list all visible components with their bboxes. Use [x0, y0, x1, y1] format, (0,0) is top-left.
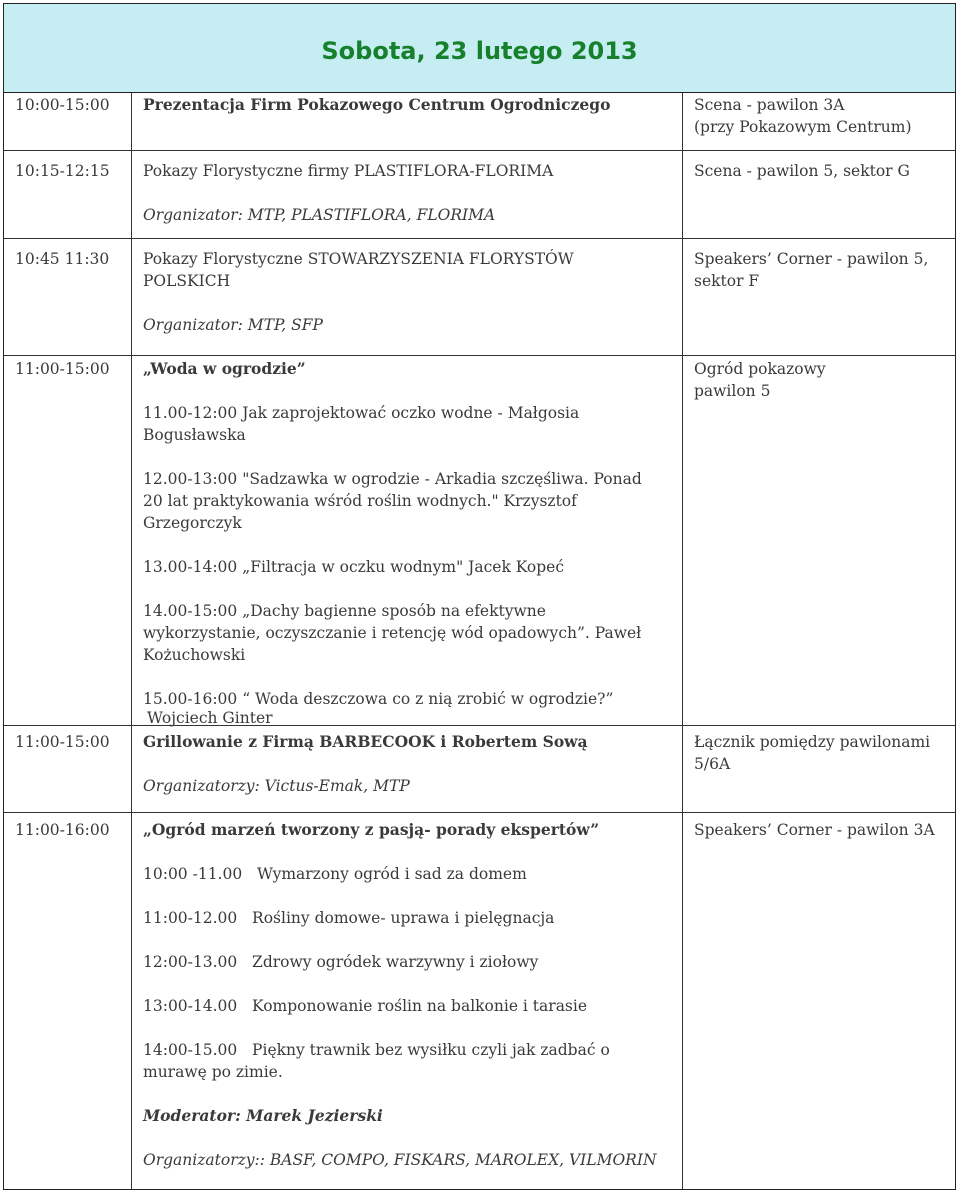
event-title: Grillowanie z Firmą BARBECOOK i Robertem Sową — [143, 732, 588, 751]
event-location-cont: pawilon 5 — [694, 382, 771, 400]
event-time: 11:00-15:00 — [15, 733, 110, 751]
session-item: 11.00-12:00 Jak zaprojektować oczko wodne - Małgosia Bogusławska — [143, 404, 580, 444]
row-divider — [4, 238, 955, 239]
event-title: Prezentacja Firm Pokazowego Centrum Ogrodniczego — [143, 95, 611, 114]
event-organizer: Organizatorzy:: BASF, COMPO, FISKARS, MAROLEX, VILMORIN — [143, 1151, 657, 1169]
session-item: 11:00-12.00 Rośliny domowe- uprawa i pielęgnacja — [143, 909, 555, 927]
event-organizer: Organizatorzy: Victus-Emak, MTP — [143, 777, 410, 795]
session-item: 12.00-13:00 "Sadzawka w ogrodzie - Arkadia szczęśliwa. Ponad 20 lat praktykowania wśród roślin wodnych." Krzysztof Grzegorczyk — [143, 470, 642, 532]
column-divider — [682, 93, 683, 1189]
event-time: 11:00-16:00 — [15, 821, 110, 839]
event-moderator: Moderator: Marek Jezierski — [143, 1106, 383, 1125]
row-divider — [4, 150, 955, 151]
session-item: 10:00 -11.00 Wymarzony ogród i sad za domem — [143, 865, 527, 883]
event-organizer: Organizator: MTP, PLASTIFLORA, FLORIMA — [143, 206, 496, 224]
session-item: 13:00-14.00 Komponowanie roślin na balkonie i tarasie — [143, 997, 588, 1015]
event-location-cont: sektor F — [694, 272, 760, 290]
event-time: 10:15-12:15 — [15, 162, 110, 180]
event-title-cont: POLSKICH — [143, 272, 231, 290]
session-item: 14:00-15.00 Piękny trawnik bez wysiłku czyli jak zadbać o murawę po zimie. — [143, 1041, 615, 1081]
row-divider — [4, 355, 955, 356]
event-location-note: (przy Pokazowym Centrum) — [694, 118, 912, 136]
session-speaker: Wojciech Ginter — [147, 709, 273, 727]
session-item: 13.00-14:00 „Filtracja w oczku wodnym" Jacek Kopeć — [143, 558, 565, 576]
event-title: Pokazy Florystyczne firmy PLASTIFLORA-FLORIMA — [143, 162, 554, 180]
event-location: Scena - pawilon 5, sektor G — [694, 162, 910, 180]
column-divider — [131, 93, 132, 1189]
session-item: 15.00-16:00 “ Woda deszczowa co z nią zrobić w ogrodzie?” — [143, 690, 614, 708]
event-location: Scena - pawilon 3A — [694, 96, 845, 114]
event-organizer: Organizator: MTP, SFP — [143, 316, 323, 334]
schedule-table — [3, 3, 956, 1190]
event-title: „Woda w ogrodzie” — [143, 359, 306, 378]
header-bar — [4, 4, 955, 93]
event-location: Łącznik pomiędzy pawilonami 5/6A — [694, 733, 931, 773]
event-time: 10:45 11:30 — [15, 250, 110, 268]
event-title: Pokazy Florystyczne STOWARZYSZENIA FLORYSTÓW — [143, 250, 574, 268]
row-divider — [4, 812, 955, 813]
event-location: Ogród pokazowy — [694, 360, 826, 378]
event-location: Speakers’ Corner - pawilon 5, — [694, 250, 929, 268]
session-item: 12:00-13.00 Zdrowy ogródek warzywny i ziołowy — [143, 953, 539, 971]
event-title: „Ogród marzeń tworzony z pasją- porady ekspertów” — [143, 820, 600, 839]
event-location: Speakers’ Corner - pawilon 3A — [694, 821, 935, 839]
event-time: 10:00-15:00 — [15, 96, 110, 114]
event-time: 11:00-15:00 — [15, 360, 110, 378]
page-title: Sobota, 23 lutego 2013 — [321, 37, 638, 65]
session-item: 14.00-15:00 „Dachy bagienne sposób na efektywne wykorzystanie, oczyszczanie i retencję wód opadowych”. Paweł Kożuchowski — [143, 602, 642, 664]
